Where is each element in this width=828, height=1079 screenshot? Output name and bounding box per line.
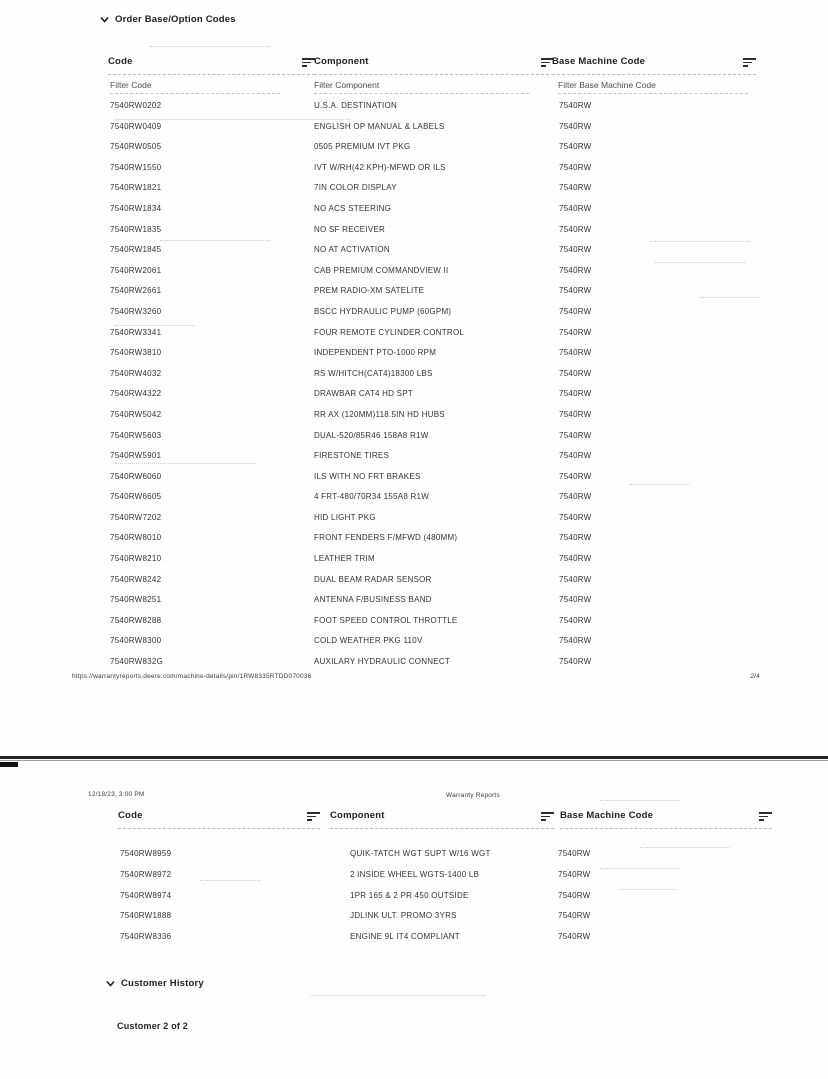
cell-component: ILS WITH NO FRT BRAKES (314, 471, 421, 481)
section-title: Order Base/Option Codes (115, 14, 236, 25)
table-header-row (108, 56, 768, 78)
cell-base-machine-code: 7540RW (558, 890, 591, 900)
option-codes-table-continued (118, 810, 778, 832)
cell-base-machine-code: 7540RW (559, 657, 592, 667)
table-row (108, 118, 788, 139)
cell-code: 7540RW1888 (120, 911, 172, 921)
cell-base-machine-code: 7540RW (559, 409, 592, 419)
cell-component: DUAL BEAM RADAR SENSOR (314, 574, 432, 584)
cell-code: 7540RW1834 (110, 203, 162, 213)
cell-component: INDEPENDENT PTO-1000 RPM (314, 348, 437, 358)
scan-artifact (115, 325, 195, 326)
scan-artifact (115, 119, 350, 120)
table-row (108, 509, 788, 530)
scan-artifact (640, 847, 730, 848)
table-row (108, 550, 788, 571)
table-row (108, 138, 788, 159)
table-row (118, 887, 798, 908)
sort-filter-icon[interactable] (541, 812, 554, 823)
option-codes-rows-continued (118, 845, 798, 949)
cell-base-machine-code: 7540RW (559, 162, 592, 172)
cell-component: IVT W/RH(42 KPH)-MFWD OR ILS (314, 162, 446, 172)
table-header-row (118, 810, 778, 832)
table-row (108, 262, 788, 283)
cell-code: 7540RW1821 (110, 183, 162, 193)
scan-artifact (160, 240, 270, 241)
section-title: Customer History (121, 978, 204, 989)
cell-code: 7540RW0505 (110, 142, 162, 152)
column-header-code[interactable] (108, 56, 315, 75)
cell-code: 7540RW8959 (120, 849, 172, 858)
cell-base-machine-code: 7540RW (559, 327, 592, 337)
filter-base-machine-code-input[interactable] (558, 78, 748, 94)
column-header-component[interactable] (330, 810, 554, 829)
column-label: Code (118, 810, 143, 821)
print-footer-url: https://warrantyreports.deere.com/machine-details/pin/1RW8335RTDD070036 (72, 673, 312, 680)
cell-component: FIRESTONE TIRES (314, 451, 390, 461)
cell-base-machine-code: 7540RW (559, 554, 592, 564)
cell-base-machine-code: 7540RW (559, 430, 592, 440)
cell-code: 7540RW8972 (120, 869, 172, 879)
sort-filter-icon[interactable] (743, 58, 756, 69)
cell-code: 7540RW0202 (110, 101, 162, 110)
table-row (108, 97, 788, 118)
cell-component: ENGLISH OP MANUAL & LABELS (314, 121, 445, 131)
column-label: Code (108, 56, 133, 67)
scan-artifact (650, 241, 750, 242)
page-break-line (0, 756, 828, 759)
table-row (118, 907, 798, 928)
column-header-component[interactable] (314, 56, 554, 75)
scan-artifact (600, 868, 680, 869)
cell-component: AUXILARY HYDRAULIC CONNECT (314, 657, 451, 667)
cell-code: 7540RW8300 (110, 636, 162, 646)
cell-base-machine-code: 7540RW (559, 265, 592, 275)
table-filter-row (108, 78, 768, 98)
table-row (108, 427, 788, 448)
cell-component: CAB PREMIUM COMMANDVIEW II (314, 265, 449, 275)
cell-component: NO SF RECEIVER (314, 224, 386, 234)
cell-component: FOUR REMOTE CYLINDER CONTROL (314, 327, 465, 337)
cell-base-machine-code: 7540RW (559, 471, 592, 481)
option-codes-rows (108, 97, 788, 674)
cell-component: NO ACS STEERING (314, 203, 392, 213)
cell-component: JDLINK ULT. PROMO 3YRS (350, 911, 457, 921)
cell-code: 7540RW2061 (110, 265, 162, 275)
table-row (108, 385, 788, 406)
cell-component: RR AX (120MM)118.5IN HD HUBS (314, 409, 445, 419)
cell-base-machine-code: 7540RW (558, 911, 591, 921)
table-row (118, 845, 798, 866)
cell-component: QUIK-TATCH WGT SUPT W/16 WGT (350, 849, 491, 858)
cell-component: COLD WEATHER PKG 110V (314, 636, 423, 646)
table-row (108, 221, 788, 242)
table-row (108, 324, 788, 345)
table-row (108, 200, 788, 221)
cell-base-machine-code: 7540RW (559, 203, 592, 213)
cell-component: ANTENNA F/BUSINESS BAND (314, 595, 432, 605)
page-break-edge-mark (0, 762, 18, 767)
scan-artifact (655, 262, 745, 263)
cell-code: 7540RW3341 (110, 327, 162, 337)
table-row (108, 632, 788, 653)
cell-component: 7IN COLOR DISPLAY (314, 183, 397, 193)
cell-base-machine-code: 7540RW (559, 245, 592, 255)
print-header-datetime: 12/18/23, 3:00 PM (88, 791, 145, 798)
option-codes-table (108, 56, 768, 98)
cell-component: 1PR 165 & 2 PR 450 OUTSIDE (350, 890, 469, 900)
table-row (108, 447, 788, 468)
scan-artifact (310, 995, 485, 996)
cell-base-machine-code: 7540RW (559, 142, 592, 152)
cell-component: 0505 PREMIUM IVT PKG (314, 142, 411, 152)
cell-code: 7540RW8242 (110, 574, 162, 584)
cell-code: 7540RW2661 (110, 286, 162, 296)
cell-base-machine-code: 7540RW (559, 595, 592, 605)
cell-code: 7540RW6060 (110, 471, 162, 481)
cell-base-machine-code: 7540RW (559, 306, 592, 316)
cell-base-machine-code: 7540RW (558, 849, 591, 858)
order-base-option-codes-section-toggle[interactable] (100, 14, 236, 25)
chevron-down-icon (100, 16, 109, 23)
cell-code: 7540RW3260 (110, 306, 162, 316)
cell-component: DRAWBAR CAT4 HD SPT (314, 389, 413, 399)
cell-code: 7540RW8336 (120, 932, 172, 942)
cell-base-machine-code: 7540RW (559, 492, 592, 502)
cell-base-machine-code: 7540RW (559, 636, 592, 646)
table-row (108, 468, 788, 489)
column-header-code[interactable] (118, 810, 320, 829)
cell-component: ENGINE 9L IT4 COMPLIANT (350, 932, 460, 942)
table-row (108, 406, 788, 427)
column-label: Component (330, 810, 385, 821)
sort-filter-icon[interactable] (307, 812, 320, 823)
table-row (108, 344, 788, 365)
cell-component: LEATHER TRIM (314, 554, 375, 564)
cell-base-machine-code: 7540RW (559, 512, 592, 522)
sort-filter-icon[interactable] (759, 812, 772, 823)
filter-code-input[interactable] (110, 78, 280, 94)
scan-artifact (200, 880, 260, 881)
cell-code: 7540RW832G (110, 657, 164, 667)
cell-component: BSCC HYDRAULIC PUMP (60GPM) (314, 306, 452, 316)
table-row (108, 571, 788, 592)
print-header-title: Warranty Reports (446, 792, 500, 799)
cell-base-machine-code: 7540RW (559, 368, 592, 378)
cell-base-machine-code: 7540RW (559, 224, 592, 234)
cell-code: 7540RW5901 (110, 451, 162, 461)
column-label: Base Machine Code (560, 810, 654, 821)
cell-component: RS W/HITCH(CAT4)18300 LBS (314, 368, 433, 378)
table-row (108, 653, 788, 674)
table-row (118, 928, 798, 949)
scan-artifact (115, 463, 255, 464)
scan-artifact (600, 800, 680, 801)
cell-code: 7540RW5603 (110, 430, 162, 440)
cell-component: HID LIGHT PKG (314, 512, 376, 522)
cell-base-machine-code: 7540RW (559, 615, 592, 625)
cell-code: 7540RW3810 (110, 348, 162, 358)
cell-base-machine-code: 7540RW (558, 869, 591, 879)
cell-base-machine-code: 7540RW (559, 348, 592, 358)
table-row (108, 591, 788, 612)
cell-code: 7540RW7202 (110, 512, 162, 522)
cell-component: FRONT FENDERS F/MFWD (480MM) (314, 533, 458, 543)
cell-component: DUAL-520/85R46 158A8 R1W (314, 430, 429, 440)
customer-history-section-toggle[interactable] (106, 978, 204, 989)
table-row (108, 303, 788, 324)
cell-base-machine-code: 7540RW (559, 121, 592, 131)
table-row (118, 866, 798, 887)
customer-position-label: Customer 2 of 2 (117, 1021, 189, 1031)
scan-artifact (150, 46, 270, 47)
print-footer-page-indicator: 2/4 (750, 673, 760, 680)
cell-base-machine-code: 7540RW (559, 389, 592, 399)
cell-code: 7540RW6605 (110, 492, 162, 502)
cell-base-machine-code: 7540RW (559, 533, 592, 543)
cell-code: 7540RW8288 (110, 615, 162, 625)
column-label: Base Machine Code (552, 56, 646, 67)
cell-component: 4 FRT-480/70R34 155A8 R1W (314, 492, 430, 502)
cell-code: 7540RW1550 (110, 162, 162, 172)
scan-artifact (630, 484, 690, 485)
table-row (108, 529, 788, 550)
cell-code: 7540RW8251 (110, 595, 162, 605)
table-row (108, 365, 788, 386)
table-row (108, 282, 788, 303)
column-header-base-machine-code[interactable] (560, 810, 772, 829)
table-row (108, 179, 788, 200)
cell-component: U.S.A. DESTINATION (314, 101, 398, 110)
cell-code: 7540RW1835 (110, 224, 162, 234)
cell-component: NO AT ACTIVATION (314, 245, 390, 255)
cell-code: 7540RW1845 (110, 245, 162, 255)
cell-code: 7540RW4032 (110, 368, 162, 378)
cell-code: 7540RW5042 (110, 409, 162, 419)
cell-code: 7540RW8974 (120, 890, 172, 900)
cell-code: 7540RW0409 (110, 121, 162, 131)
column-label: Component (314, 56, 369, 67)
chevron-down-icon (106, 980, 115, 987)
cell-component: FOOT SPEED CONTROL THROTTLE (314, 615, 458, 625)
cell-component: PREM RADIO-XM SATELITE (314, 286, 425, 296)
cell-base-machine-code: 7540RW (559, 451, 592, 461)
table-row (108, 488, 788, 509)
cell-base-machine-code: 7540RW (558, 932, 591, 942)
filter-component-input[interactable] (314, 78, 529, 94)
column-header-base-machine-code[interactable] (552, 56, 756, 75)
scan-artifact (700, 297, 760, 298)
page-break-line-shadow (0, 760, 828, 761)
cell-code: 7540RW4322 (110, 389, 162, 399)
cell-base-machine-code: 7540RW (559, 101, 592, 110)
table-row (108, 241, 788, 262)
table-row (108, 159, 788, 180)
cell-base-machine-code: 7540RW (559, 574, 592, 584)
scan-artifact (620, 889, 675, 890)
cell-code: 7540RW8210 (110, 554, 162, 564)
cell-component: 2 INSIDE WHEEL WGTS-1400 LB (350, 869, 480, 879)
table-row (108, 612, 788, 633)
cell-base-machine-code: 7540RW (559, 183, 592, 193)
cell-code: 7540RW8010 (110, 533, 162, 543)
cell-base-machine-code: 7540RW (559, 286, 592, 296)
